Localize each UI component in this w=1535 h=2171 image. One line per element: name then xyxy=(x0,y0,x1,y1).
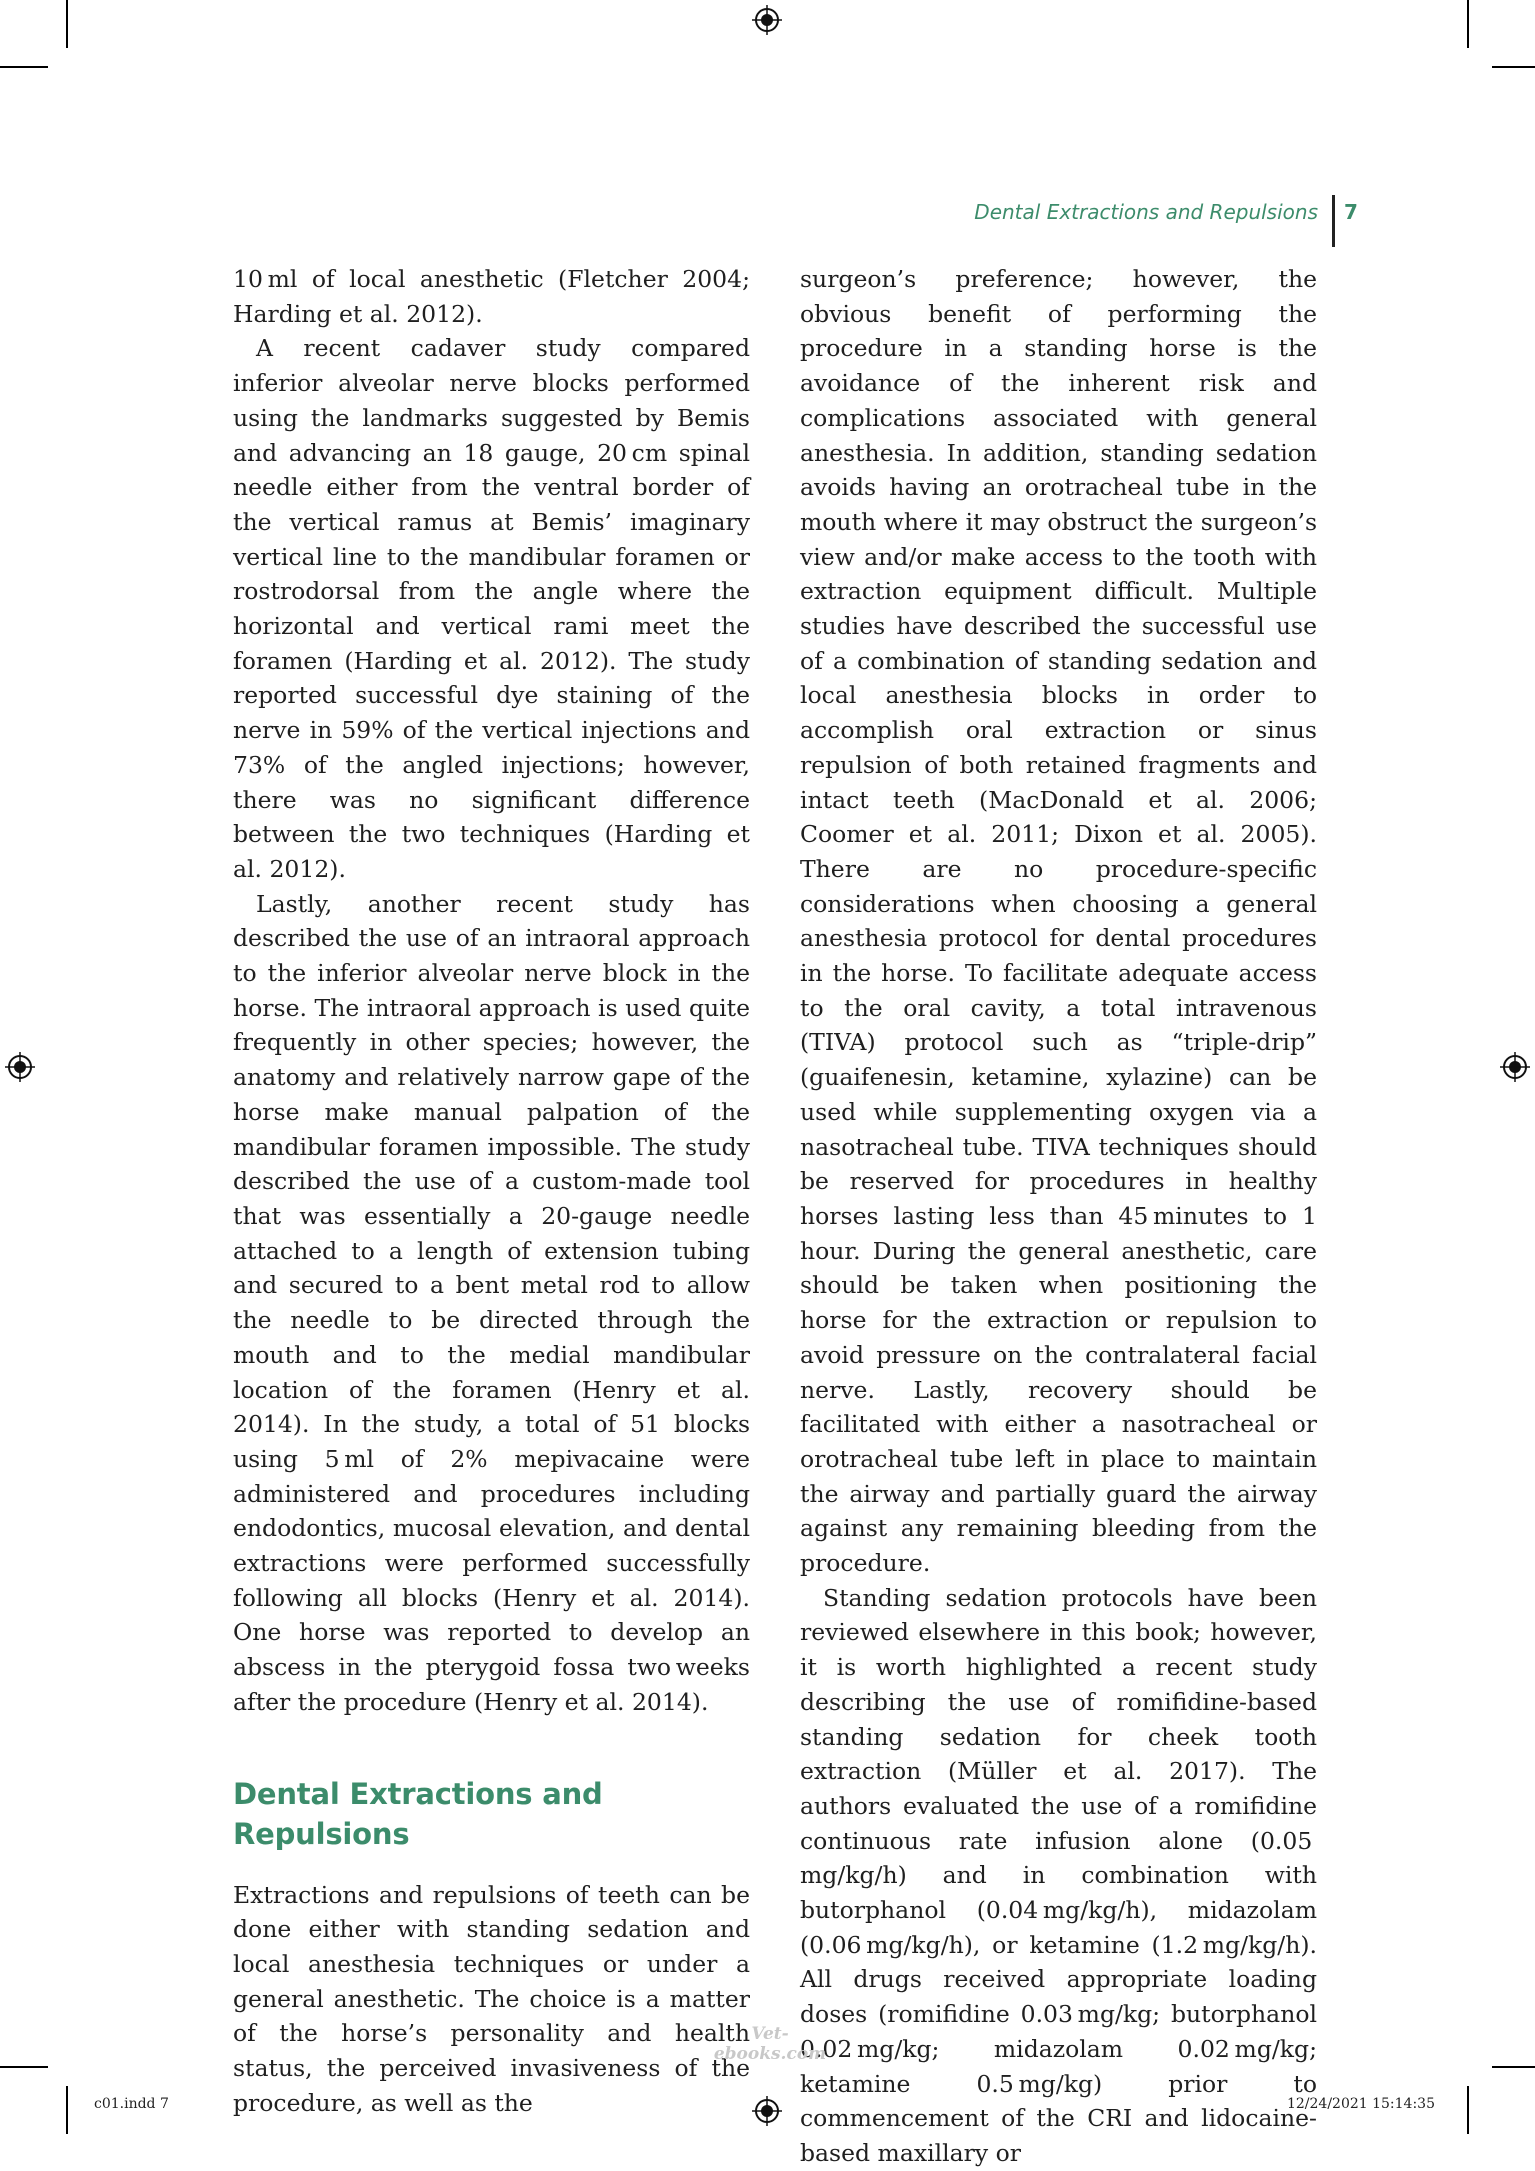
paragraph: A recent cadaver study compared inferior alveolar nerve blocks performed using the landmarks suggested by Bemis and advancing an 18 gauge, 20 cm spinal needle either from the ventral border of the vertical ramus at Bemis’ imaginary vertical line to the mandibular foramen or rostrodorsal from the angle where the horizontal and vertical rami meet the foramen (Harding et al. 2012). The study reported successful dye staining of the nerve in 59% of the vertical injections and 73% of the angled injections; however, there was no significant difference between the two techniques (Harding et al. 2012). xyxy=(233,334,750,883)
section-heading: Dental Extractions and Repulsions xyxy=(233,1776,603,1851)
crop-mark-top-left-v xyxy=(66,0,68,48)
crop-mark-bottom-left-h xyxy=(0,2066,48,2068)
watermark-logo: Vet-ebooks.com xyxy=(713,2024,827,2064)
slug-timestamp: 12/24/2021 15:14:35 xyxy=(1286,2096,1435,2112)
crop-mark-bottom-right-h xyxy=(1492,2066,1535,2068)
running-head-rule xyxy=(1332,195,1335,247)
paragraph: Standing sedation protocols have been reviewed elsewhere in this book; however, it is worth highlighted a recent study describing the use of romifidine-based standing sedation for cheek tooth extraction (Müller et al. 2017). The authors evaluated the use of a romifidine continuous rate infusion alone (0.05 mg/kg/h) and in combination with butorphanol (0.04 mg/kg/h), midazolam (0.06 mg/kg/h), or ketamine (1.2 mg/kg/h). All drugs received appropriate loading doses (romifidine 0.03 mg/kg; butorphanol 0.02 mg/kg; midazolam 0.02 mg/kg; ketamine 0.5 mg/kg) prior to commencement of the CRI and lidocaine-based maxillary or xyxy=(800,1583,1317,2167)
page-number: 7 xyxy=(1344,200,1358,224)
registration-mark-icon xyxy=(5,1052,35,1082)
right-column xyxy=(800,262,1317,2171)
crop-mark-top-right-v xyxy=(1467,0,1469,48)
paragraph: Extractions and repulsions of teeth can be done either with standing sedation and local anesthesia techniques or under a general anesthetic. The choice is a matter of the horse’s personality and health status, the perceived invasiveness of the procedure, as well as the xyxy=(233,1880,750,2117)
paragraph: Lastly, another recent study has described the use of an intraoral approach to the inferior alveolar nerve block in the horse. The intraoral approach is used quite frequently in other species; however, the anatomy and relatively narrow gape of the horse make manual palpation of the mandibular foramen impossible. The study described the use of a custom-made tool that was essentially a 20-gauge needle attached to a length of extension tubing and secured to a bent metal rod to allow the needle to be directed through the mouth and to the medial mandibular location of the foramen (Henry et al. 2014). In the study, a total of 51 blocks using 5 ml of 2% mepivacaine were administered and procedures including endodontics, mucosal elevation, and dental extractions were performed successfully following all blocks (Henry et al. 2014). One horse was reported to develop an abscess in the pterygoid fossa two weeks after the procedure (Henry et al. 2014). xyxy=(233,889,750,1716)
registration-mark-icon xyxy=(752,5,782,35)
left-column xyxy=(233,262,750,2120)
crop-mark-top-right-h xyxy=(1492,66,1535,68)
slug-file-name: c01.indd 7 xyxy=(94,2096,169,2112)
registration-mark-icon xyxy=(1500,1052,1530,1082)
paragraph: surgeon’s preference; however, the obvious benefit of performing the procedure in a standing horse is the avoidance of the inherent risk and complications associated with general anesthesia. In addition, standing sedation avoids having an orotracheal tube in the mouth where it may obstruct the surgeon’s view and/or make access to the tooth with extraction equipment difficult. Multiple studies have described the successful use of a combination of standing sedation and local anesthesia blocks in order to accomplish oral extraction or sinus repulsion of both retained fragments and intact teeth (MacDonald et al. 2006; Coomer et al. 2011; Dixon et al. 2005). There are no procedure-specific considerations when choosing a general anesthesia protocol for dental procedures in the horse. To facilitate adequate access to the oral cavity, a total intravenous (TIVA) protocol such as “triple-drip” (guaifenesin, ketamine, xylazine) can be used while supplementing oxygen via a nasotracheal tube. TIVA techniques should be reserved for procedures in healthy horses lasting less than 45 minutes to 1 hour. During the general anesthetic, care should be taken when positioning the horse for the extraction or repulsion to avoid pressure on the contralateral facial nerve. Lastly, recovery should be facilitated with either a nasotracheal or orotracheal tube left in place to maintain the airway and partially guard the airway against any remaining bleeding from the procedure. xyxy=(800,265,1317,1578)
running-head: Dental Extractions and Repulsions xyxy=(974,200,1318,224)
paragraph: 10 ml of local anesthetic (Fletcher 2004; Harding et al. 2012). xyxy=(233,265,750,328)
crop-mark-top-left-h xyxy=(0,66,48,68)
registration-mark-icon xyxy=(752,2096,782,2126)
crop-mark-bottom-left-v xyxy=(66,2086,68,2134)
crop-mark-bottom-right-v xyxy=(1467,2086,1469,2134)
